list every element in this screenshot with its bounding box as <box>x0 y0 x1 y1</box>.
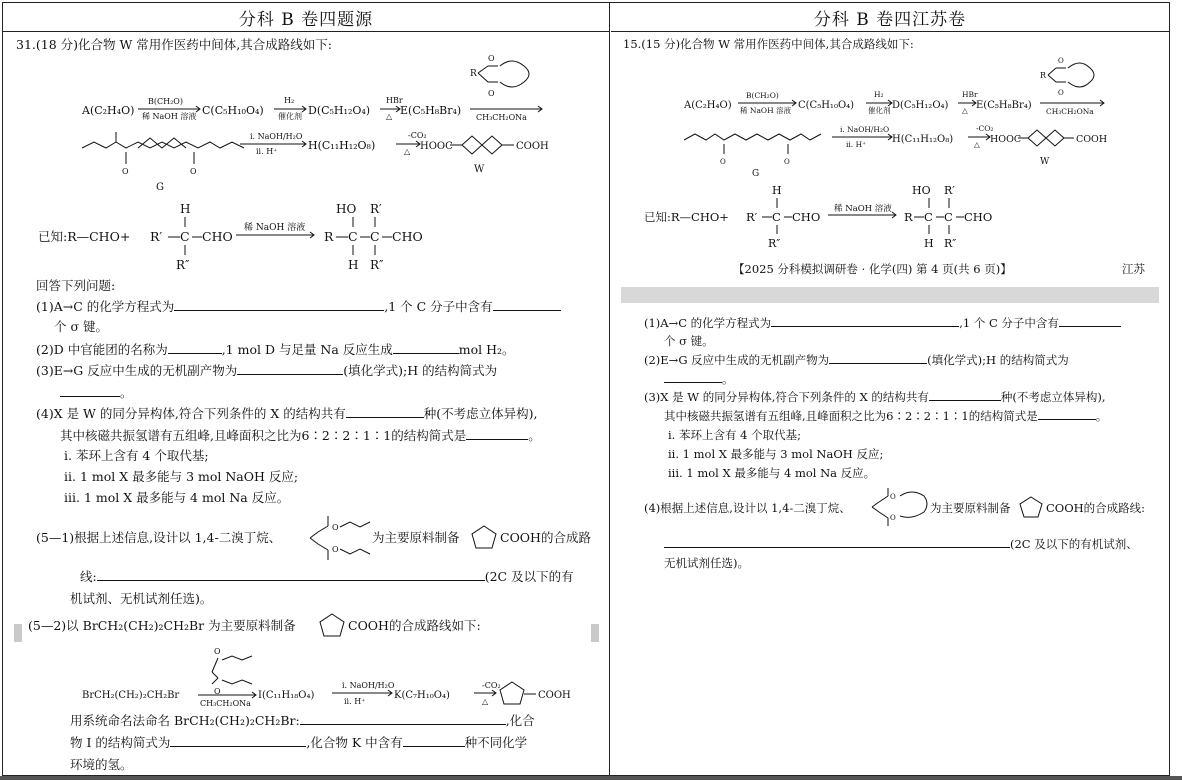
bottom-rule <box>0 776 1182 780</box>
svg-text:已知:R—CHO+: 已知:R—CHO+ <box>644 210 729 224</box>
svg-text:H: H <box>180 202 191 216</box>
left-q5-2-route <box>80 640 580 708</box>
cyclopentane-icon <box>1018 495 1046 521</box>
svg-text:D(C₅H₁₂O₄): D(C₅H₁₂O₄) <box>892 100 949 111</box>
svg-text:R′: R′ <box>746 210 758 224</box>
svg-text:H₂: H₂ <box>284 96 295 105</box>
svg-text:H: H <box>772 184 782 197</box>
svg-text:D(C₅H₁₂O₄): D(C₅H₁₂O₄) <box>308 104 371 117</box>
cyclopentane-icon <box>318 612 348 640</box>
svg-text:i. NaOH/H₂O: i. NaOH/H₂O <box>342 681 395 690</box>
svg-text:HOOC: HOOC <box>420 141 453 152</box>
svg-text:O: O <box>488 54 495 63</box>
left-q3: (3)E→G 反应中生成的无机副产物为 (填化学式);H 的结构简式为 <box>36 363 498 378</box>
svg-text:C: C <box>348 229 358 244</box>
svg-text:R: R <box>324 229 334 244</box>
blank-q4-structure[interactable] <box>466 427 528 440</box>
svg-text:CHO: CHO <box>202 229 233 244</box>
left-column-header: 分科 B 卷四题源 <box>3 3 609 32</box>
svg-text:ii. H⁺: ii. H⁺ <box>256 147 278 156</box>
blank-r-q4-route[interactable] <box>664 535 1010 548</box>
right-question-title: 15.(15 分)化合物 W 常用作医药中间体,其合成路线如下: <box>623 37 914 51</box>
right-q3: (3)X 是 W 的同分异构体,符合下列条件的 X 的结构共有 种(不考虑立体异构), <box>644 390 1106 404</box>
svg-text:BrCH₂(CH₂)₂CH₂Br: BrCH₂(CH₂)₂CH₂Br <box>82 690 180 701</box>
svg-text:i. NaOH/H₂O: i. NaOH/H₂O <box>250 132 303 141</box>
blank-q5-2-k-hydrogen[interactable] <box>403 734 465 747</box>
left-question-title: 31.(18 分)化合物 W 常用作医药中间体,其合成路线如下: <box>16 37 332 52</box>
svg-text:已知:R—CHO+: 已知:R—CHO+ <box>38 229 131 244</box>
svg-text:稀 NaOH 溶液: 稀 NaOH 溶液 <box>740 106 791 115</box>
svg-text:CHO: CHO <box>792 210 821 224</box>
blank-q4-count[interactable] <box>346 405 424 418</box>
blank-q1-sigma[interactable] <box>493 298 561 311</box>
svg-text:H: H <box>348 258 359 271</box>
svg-text:R: R <box>1040 71 1047 80</box>
blank-r-q1-equation[interactable] <box>771 314 959 327</box>
compound-a: A(C₂H₄O) <box>82 104 135 117</box>
svg-text:C: C <box>180 229 190 244</box>
svg-text:CH₃CH₂ONa: CH₃CH₂ONa <box>1046 107 1094 116</box>
svg-text:O: O <box>720 158 726 166</box>
svg-text:CHO: CHO <box>964 210 993 224</box>
svg-text:R″: R″ <box>944 237 957 250</box>
blank-q3-byproduct[interactable] <box>237 362 343 375</box>
svg-text:H(C₁₁H₁₂O₈): H(C₁₁H₁₂O₈) <box>892 134 954 145</box>
svg-text:O: O <box>214 647 221 656</box>
svg-text:R: R <box>470 69 477 79</box>
svg-text:I(C₁₁H₁₈O₄): I(C₁₁H₁₈O₄) <box>258 690 315 701</box>
svg-text:R″: R″ <box>176 258 190 271</box>
left-q5-2-naming: 用系统命名法命名 BrCH₂(CH₂)₂CH₂Br: ,化合 <box>70 713 535 728</box>
blank-q2-h2[interactable] <box>393 341 459 354</box>
svg-text:O: O <box>890 493 896 501</box>
svg-text:C(C₅H₁₀O₄): C(C₅H₁₀O₄) <box>202 104 264 117</box>
svg-text:-CO₂: -CO₂ <box>482 681 501 690</box>
left-q2: (2)D 中官能团的名称为 ,1 mol D 与足量 Na 反应生成 mol H₂。 <box>36 342 515 357</box>
svg-text:H(C₁₁H₁₂O₈): H(C₁₁H₁₂O₈) <box>308 139 376 152</box>
blank-q5-1-route[interactable] <box>97 568 485 581</box>
column-divider <box>609 3 610 775</box>
svg-text:W: W <box>1040 157 1050 167</box>
blank-q5-2-i-structure[interactable] <box>170 734 306 747</box>
page-break-band <box>621 287 1159 303</box>
svg-text:COOH: COOH <box>538 690 571 701</box>
svg-text:C: C <box>944 210 953 224</box>
svg-text:B(CH₂O): B(CH₂O) <box>148 97 183 106</box>
svg-text:C: C <box>924 210 933 224</box>
svg-text:R″: R″ <box>370 258 384 271</box>
svg-text:催化剂: 催化剂 <box>278 112 302 121</box>
svg-text:R: R <box>904 210 913 224</box>
svg-text:ii. H⁺: ii. H⁺ <box>846 140 867 149</box>
right-synthesis-route <box>680 52 1150 182</box>
blank-r-q3-count[interactable] <box>929 388 1001 401</box>
svg-text:A(C₂H₄O): A(C₂H₄O) <box>684 100 732 111</box>
svg-text:G: G <box>752 169 760 179</box>
svg-text:HBr: HBr <box>962 90 978 99</box>
svg-text:ii. H⁺: ii. H⁺ <box>344 697 366 706</box>
svg-text:O: O <box>332 523 339 532</box>
cyclopentane-icon <box>470 524 500 552</box>
svg-text:催化剂: 催化剂 <box>868 106 891 115</box>
malonate-structure-icon <box>308 512 374 564</box>
blank-r-q2-h-structure[interactable] <box>664 370 722 383</box>
svg-text:CH₃CH₂ONa: CH₃CH₂ONa <box>476 113 527 122</box>
svg-text:-CO₂: -CO₂ <box>976 124 994 133</box>
right-q2: (2)E→G 反应中生成的无机副产物为 (填化学式);H 的结构简式为 <box>644 353 1069 367</box>
svg-text:COOH: COOH <box>1076 134 1108 145</box>
left-q5-2: (5—2)以 BrCH₂(CH₂)₂CH₂Br 为主要原料制备 <box>28 618 296 633</box>
answer-intro: 回答下列问题: <box>36 278 116 293</box>
left-q1: (1)A→C 的化学方程式为 ,1 个 C 分子中含有 <box>36 298 561 316</box>
blank-q5-2-name[interactable] <box>300 712 506 725</box>
svg-text:C: C <box>370 229 380 244</box>
blank-r-q2-byproduct[interactable] <box>829 351 927 364</box>
svg-text:△: △ <box>482 697 489 706</box>
right-q4: (4)根据上述信息,设计以 1,4-二溴丁烷、 <box>644 501 851 515</box>
left-q4: (4)X 是 W 的同分异构体,符合下列条件的 X 的结构共有 种(不考虑立体异构), <box>36 406 538 421</box>
svg-text:R′: R′ <box>150 229 163 244</box>
svg-text:HO: HO <box>912 184 931 197</box>
svg-text:R′: R′ <box>944 184 955 197</box>
svg-text:C(C₅H₁₀O₄): C(C₅H₁₀O₄) <box>798 100 855 111</box>
svg-text:E(C₅H₈Br₄): E(C₅H₈Br₄) <box>976 100 1032 111</box>
svg-text:△: △ <box>404 147 411 156</box>
right-footer-province: 江苏 <box>1122 262 1145 276</box>
left-q5-1: (5—1)根据上述信息,设计以 1,4-二溴丁烷、 <box>36 530 282 545</box>
compound-g-label: G <box>156 182 164 193</box>
svg-text:O: O <box>890 514 896 522</box>
svg-text:△: △ <box>962 106 968 115</box>
svg-text:O: O <box>332 545 339 554</box>
svg-text:稀 NaOH 溶液: 稀 NaOH 溶液 <box>142 112 197 121</box>
blank-q2-group[interactable] <box>168 341 222 354</box>
svg-text:COOH: COOH <box>516 141 549 152</box>
svg-text:O: O <box>1058 57 1064 65</box>
svg-text:O: O <box>488 89 495 98</box>
svg-text:i. NaOH/H₂O: i. NaOH/H₂O <box>840 125 890 134</box>
svg-text:H: H <box>924 237 934 250</box>
svg-text:O: O <box>214 687 221 696</box>
svg-text:CHO: CHO <box>392 229 423 244</box>
right-known-reaction <box>644 180 1004 250</box>
highlight-mark-right <box>591 624 599 642</box>
left-known-reaction <box>36 197 456 271</box>
svg-text:H₂: H₂ <box>874 90 884 99</box>
svg-text:K(C₇H₁₀O₄): K(C₇H₁₀O₄) <box>394 690 450 701</box>
svg-text:△: △ <box>974 140 980 149</box>
svg-text:CH₃CH₂ONa: CH₃CH₂ONa <box>200 699 251 708</box>
svg-text:O: O <box>784 158 790 166</box>
left-synthesis-route <box>70 52 560 194</box>
svg-text:C: C <box>772 210 781 224</box>
blank-r-q3-structure[interactable] <box>1038 407 1096 420</box>
highlight-mark-left <box>14 624 22 642</box>
malonate-structure-icon <box>870 484 932 530</box>
svg-text:稀 NaOH 溶液: 稀 NaOH 溶液 <box>834 204 892 214</box>
svg-text:R″: R″ <box>768 237 781 250</box>
blank-q1-equation[interactable] <box>174 298 384 311</box>
blank-r-q1-sigma[interactable] <box>1059 314 1121 327</box>
right-footer: 【2025 分科模拟调研卷 · 化学(四) 第 4 页(共 6 页)】 <box>733 262 1012 276</box>
right-q1: (1)A→C 的化学方程式为 ,1 个 C 分子中含有 <box>644 314 1121 332</box>
svg-text:O: O <box>190 167 197 176</box>
svg-text:B(CH₂O): B(CH₂O) <box>746 91 779 100</box>
svg-text:HO: HO <box>336 202 357 216</box>
compound-w-label: W <box>474 164 485 175</box>
svg-text:-CO₂: -CO₂ <box>408 131 427 140</box>
svg-text:HBr: HBr <box>386 96 403 105</box>
svg-text:△: △ <box>386 112 393 121</box>
blank-q3-h-structure[interactable] <box>60 384 120 397</box>
svg-text:E(C₅H₈Br₄): E(C₅H₈Br₄) <box>400 104 462 117</box>
svg-text:O: O <box>122 167 129 176</box>
svg-text:HOOC: HOOC <box>990 134 1022 145</box>
svg-text:R′: R′ <box>370 202 382 216</box>
svg-text:稀 NaOH 溶液: 稀 NaOH 溶液 <box>244 223 306 233</box>
svg-text:O: O <box>1058 89 1064 97</box>
right-column-header: 分科 B 卷四江苏卷 <box>611 3 1169 32</box>
